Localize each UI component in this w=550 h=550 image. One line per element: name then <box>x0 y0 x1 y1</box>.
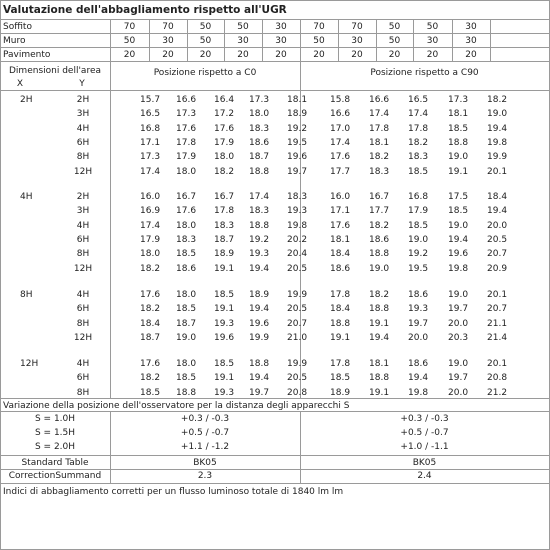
ugr-value-c0: 19.0 <box>176 333 197 344</box>
group-x-label: 8H <box>20 290 33 300</box>
row-y-label: 12H <box>73 166 93 177</box>
ugr-value-c90: 17.8 <box>330 359 351 369</box>
ugr-value-c90: 18.5 <box>408 220 429 231</box>
ugr-value-c90: 21.4 <box>487 333 508 344</box>
ugr-value-c0: 19.8 <box>287 220 308 231</box>
ugr-value-c90: 19.0 <box>448 220 469 231</box>
ugr-value-c0: 18.9 <box>249 290 270 300</box>
ugr-value-c90: 17.4 <box>369 109 390 120</box>
ugr-value-c0: 18.2 <box>140 304 161 315</box>
ugr-value-c90: 18.8 <box>369 373 390 384</box>
grid-line <box>0 90 549 91</box>
y-label: Y <box>79 79 85 89</box>
ugr-value-c90: 17.9 <box>408 206 429 217</box>
grid-line <box>0 455 549 456</box>
row-y-label: 12H <box>73 263 93 274</box>
ugr-value-c0: 18.6 <box>176 263 197 274</box>
row-y-label: 6H <box>76 373 90 384</box>
row-y-label: 2H <box>76 95 90 105</box>
ugr-value-c0: 17.6 <box>140 290 161 300</box>
ugr-value-c0: 17.2 <box>214 109 235 120</box>
ugr-value-c0: 17.3 <box>140 152 161 163</box>
ugr-value-c90: 16.6 <box>330 109 351 120</box>
row-y-label: 12H <box>73 333 93 344</box>
row-y-label: 6H <box>76 304 90 315</box>
ugr-value-c0: 19.2 <box>287 123 308 134</box>
ugr-value-c90: 18.4 <box>330 304 351 315</box>
ugr-value-c90: 19.1 <box>330 333 351 344</box>
ugr-value-c90: 17.4 <box>408 109 429 120</box>
ugr-value-c0: 19.1 <box>214 304 235 315</box>
ugr-value-c90: 20.0 <box>408 333 429 344</box>
ugr-value-c90: 18.1 <box>448 109 469 120</box>
ugr-value-c90: 16.6 <box>369 95 390 105</box>
ugr-value-c0: 16.4 <box>214 95 235 105</box>
ugr-value-c0: 15.7 <box>140 95 161 105</box>
ugr-value-c0: 18.0 <box>249 109 270 120</box>
group-x-label: 2H <box>20 95 33 105</box>
ugr-value-c90: 18.6 <box>408 290 429 300</box>
ugr-value-c90: 19.4 <box>369 333 390 344</box>
ugr-value-c90: 18.3 <box>408 152 429 163</box>
ugr-value-c90: 20.3 <box>448 333 469 344</box>
ugr-value-c0: 16.0 <box>140 192 161 202</box>
variation-c0-value: +0.3 / -0.3 <box>180 414 230 424</box>
ugr-value-c0: 18.9 <box>287 109 308 120</box>
ugr-value-c0: 18.0 <box>214 152 235 163</box>
ugr-value-c90: 17.6 <box>330 152 351 163</box>
ugr-value-c0: 17.4 <box>249 192 270 202</box>
ugr-value-c90: 18.8 <box>369 249 390 260</box>
ugr-value-c90: 20.0 <box>448 318 469 329</box>
ugr-value-c90: 19.1 <box>369 387 390 398</box>
ugr-value-c0: 18.0 <box>176 220 197 231</box>
ugr-value-c0: 18.8 <box>176 387 197 398</box>
ugr-value-c0: 19.7 <box>249 387 270 398</box>
ugr-value-c90: 18.2 <box>369 220 390 231</box>
ugr-value-c0: 20.8 <box>287 387 308 398</box>
reflectance-row-label: Muro <box>3 36 26 46</box>
correction-c90: 2.4 <box>417 471 432 481</box>
ugr-value-c0: 19.2 <box>249 235 270 246</box>
grid-line <box>0 47 549 48</box>
reflectance-value: 50 <box>388 22 401 32</box>
ugr-value-c0: 16.5 <box>140 109 161 120</box>
ugr-value-c0: 18.3 <box>249 123 270 134</box>
ugr-value-c0: 18.0 <box>176 290 197 300</box>
grid-line <box>490 19 491 61</box>
c90-position-label: Posizione rispetto a C90 <box>370 68 479 78</box>
ugr-value-c0: 19.1 <box>214 373 235 384</box>
ugr-value-c0: 21.0 <box>287 333 308 344</box>
variation-s-label: S = 1.5H <box>34 428 76 438</box>
ugr-value-c90: 20.8 <box>487 373 508 384</box>
variation-c90-value: +1.0 / -1.1 <box>400 442 449 452</box>
ugr-value-c90: 18.2 <box>408 138 429 149</box>
ugr-value-c0: 18.4 <box>140 318 161 329</box>
ugr-value-c0: 17.3 <box>249 95 270 105</box>
ugr-value-c90: 19.0 <box>487 109 508 120</box>
ugr-value-c90: 18.5 <box>448 123 469 134</box>
ugr-value-c0: 18.3 <box>214 220 235 231</box>
ugr-value-c90: 19.5 <box>408 263 429 274</box>
ugr-value-c90: 20.7 <box>487 249 508 260</box>
reflectance-row-label: Soffito <box>3 22 32 32</box>
row-y-label: 8H <box>76 249 90 260</box>
ugr-value-c0: 19.6 <box>287 152 308 163</box>
ugr-value-c0: 16.6 <box>176 95 197 105</box>
grid-line <box>0 411 549 412</box>
ugr-value-c0: 19.5 <box>287 138 308 149</box>
row-y-label: 4H <box>76 220 90 231</box>
reflectance-value: 50 <box>123 36 136 46</box>
ugr-value-c90: 19.1 <box>369 318 390 329</box>
ugr-value-c90: 20.1 <box>487 290 508 300</box>
ugr-value-c0: 20.5 <box>287 373 308 384</box>
ugr-value-c0: 19.3 <box>249 249 270 260</box>
ugr-value-c90: 18.5 <box>408 166 429 177</box>
ugr-value-c0: 17.4 <box>140 166 161 177</box>
ugr-value-c0: 18.7 <box>249 152 270 163</box>
reflectance-value: 20 <box>275 50 287 60</box>
ugr-value-c90: 18.2 <box>369 290 390 300</box>
ugr-value-c0: 20.4 <box>287 249 308 260</box>
ugr-value-c90: 19.8 <box>408 387 429 398</box>
ugr-value-c0: 17.6 <box>176 206 197 217</box>
reflectance-value: 20 <box>237 50 249 60</box>
grid-line <box>110 90 111 398</box>
ugr-value-c90: 20.1 <box>487 359 508 369</box>
reflectance-value: 70 <box>313 22 325 32</box>
table-title: Valutazione dell'abbagliamento rispetto all'UGR <box>3 4 287 16</box>
ugr-value-c0: 16.8 <box>140 123 161 134</box>
grid-line <box>0 61 549 62</box>
ugr-value-c0: 20.2 <box>287 235 308 246</box>
area-dimension-label: Dimensioni dell'area <box>9 66 101 76</box>
ugr-value-c90: 20.7 <box>487 304 508 315</box>
ugr-value-c90: 19.0 <box>369 263 390 274</box>
ugr-value-c90: 19.2 <box>408 249 429 260</box>
ugr-value-c0: 16.9 <box>140 206 161 217</box>
ugr-value-c0: 17.8 <box>176 138 197 149</box>
ugr-value-c90: 19.1 <box>448 166 469 177</box>
ugr-value-c0: 18.2 <box>140 373 161 384</box>
ugr-value-c0: 18.5 <box>140 387 161 398</box>
ugr-value-c90: 18.4 <box>487 192 508 202</box>
ugr-value-c0: 16.7 <box>214 192 235 202</box>
ugr-value-c90: 18.2 <box>369 152 390 163</box>
standard-table-label: Standard Table <box>21 458 89 468</box>
ugr-value-c0: 18.6 <box>249 138 270 149</box>
ugr-value-c90: 19.6 <box>448 249 469 260</box>
ugr-value-c0: 17.3 <box>176 109 197 120</box>
ugr-value-c90: 17.1 <box>330 206 351 217</box>
ugr-value-c90: 18.8 <box>330 318 351 329</box>
ugr-value-c90: 20.0 <box>487 220 508 231</box>
ugr-value-c90: 17.6 <box>330 220 351 231</box>
ugr-value-c0: 17.6 <box>214 123 235 134</box>
ugr-value-c0: 18.9 <box>214 249 235 260</box>
row-y-label: 8H <box>76 387 90 398</box>
ugr-value-c90: 15.8 <box>330 95 351 105</box>
ugr-value-c90: 19.4 <box>487 206 508 217</box>
ugr-value-c90: 19.4 <box>487 123 508 134</box>
ugr-value-c90: 18.6 <box>330 263 351 274</box>
ugr-value-c90: 19.0 <box>448 290 469 300</box>
row-y-label: 6H <box>76 138 90 149</box>
ugr-value-c90: 18.5 <box>448 206 469 217</box>
ugr-value-c90: 18.3 <box>369 166 390 177</box>
reflectance-value: 20 <box>388 50 401 60</box>
ugr-value-c0: 18.7 <box>176 318 197 329</box>
ugr-value-c90: 19.7 <box>408 318 429 329</box>
ugr-value-c90: 18.6 <box>408 359 429 369</box>
variation-c90-value: +0.3 / -0.3 <box>400 414 449 424</box>
ugr-value-c0: 17.4 <box>140 220 161 231</box>
ugr-value-c90: 18.1 <box>330 235 351 246</box>
reflectance-value: 70 <box>351 22 363 32</box>
ugr-value-c0: 18.5 <box>214 290 235 300</box>
ugr-value-c0: 17.6 <box>176 123 197 134</box>
ugr-value-c0: 18.7 <box>214 235 235 246</box>
ugr-value-c0: 17.1 <box>140 138 161 149</box>
ugr-value-c90: 19.8 <box>487 138 508 149</box>
ugr-value-c0: 18.8 <box>249 166 270 177</box>
ugr-value-c90: 20.5 <box>487 235 508 246</box>
ugr-value-c90: 21.2 <box>487 387 508 398</box>
ugr-value-c0: 17.9 <box>214 138 235 149</box>
ugr-value-c90: 17.5 <box>448 192 469 202</box>
correction-c0: 2.3 <box>197 471 213 481</box>
row-y-label: 4H <box>76 290 90 300</box>
ugr-value-c90: 19.3 <box>408 304 429 315</box>
reflectance-value: 30 <box>465 22 477 32</box>
ugr-value-c90: 19.4 <box>408 373 429 384</box>
row-y-label: 8H <box>76 152 90 163</box>
ugr-value-c0: 18.5 <box>176 373 197 384</box>
grid-line <box>0 483 549 484</box>
variation-c0-value: +1.1 / -1.2 <box>180 442 230 452</box>
ugr-value-c90: 18.4 <box>330 249 351 260</box>
ugr-value-c0: 17.8 <box>214 206 235 217</box>
reflectance-value: 50 <box>199 22 212 32</box>
ugr-value-c0: 19.4 <box>249 373 270 384</box>
ugr-value-c0: 18.5 <box>176 249 197 260</box>
ugr-value-c90: 20.1 <box>487 166 508 177</box>
ugr-value-c90: 17.8 <box>369 123 390 134</box>
reflectance-value: 30 <box>275 22 287 32</box>
reflectance-value: 20 <box>465 50 477 60</box>
ugr-value-c90: 19.7 <box>448 373 469 384</box>
ugr-value-c0: 18.3 <box>287 192 308 202</box>
ugr-value-c0: 17.9 <box>176 152 197 163</box>
correction-label: CorrectionSummand <box>8 471 102 481</box>
grid-line <box>0 19 549 20</box>
ugr-value-c90: 16.0 <box>330 192 351 202</box>
ugr-value-c0: 18.7 <box>140 333 161 344</box>
ugr-value-c90: 17.7 <box>369 206 390 217</box>
row-y-label: 8H <box>76 318 90 329</box>
ugr-value-c0: 18.8 <box>249 220 270 231</box>
standard-table-c90: BK05 <box>412 458 437 468</box>
reflectance-value: 50 <box>426 22 439 32</box>
ugr-value-c0: 19.6 <box>249 318 270 329</box>
ugr-value-c0: 20.5 <box>287 263 308 274</box>
reflectance-value: 30 <box>426 36 439 46</box>
ugr-value-c90: 18.8 <box>448 138 469 149</box>
ugr-value-c0: 19.1 <box>214 263 235 274</box>
ugr-value-c0: 19.4 <box>249 304 270 315</box>
ugr-value-c90: 16.7 <box>369 192 390 202</box>
ugr-value-c90: 20.9 <box>487 263 508 274</box>
ugr-value-c0: 18.0 <box>140 249 161 260</box>
ugr-value-c90: 19.0 <box>408 235 429 246</box>
ugr-value-c0: 17.9 <box>140 235 161 246</box>
reflectance-value: 20 <box>123 50 136 60</box>
ugr-value-c90: 19.7 <box>448 304 469 315</box>
ugr-value-c0: 19.4 <box>249 263 270 274</box>
ugr-value-c0: 19.9 <box>287 359 308 369</box>
ugr-value-c90: 17.4 <box>330 138 351 149</box>
ugr-value-c0: 18.2 <box>140 263 161 274</box>
ugr-value-c0: 17.6 <box>140 359 161 369</box>
reflectance-value: 20 <box>426 50 439 60</box>
ugr-value-c0: 19.9 <box>287 290 308 300</box>
reflectance-value: 30 <box>465 36 477 46</box>
ugr-value-c0: 19.3 <box>214 318 235 329</box>
ugr-value-c0: 18.8 <box>249 359 270 369</box>
ugr-value-c90: 16.8 <box>408 192 429 202</box>
reflectance-value: 30 <box>351 36 363 46</box>
ugr-value-c90: 19.9 <box>487 152 508 163</box>
ugr-value-c90: 18.1 <box>369 359 390 369</box>
reflectance-value: 20 <box>313 50 325 60</box>
variation-c90-value: +0.5 / -0.7 <box>400 428 449 438</box>
ugr-value-c0: 16.7 <box>176 192 197 202</box>
ugr-value-c0: 18.0 <box>176 166 197 177</box>
reflectance-value: 30 <box>162 36 174 46</box>
reflectance-value: 20 <box>162 50 174 60</box>
ugr-value-c90: 19.4 <box>448 235 469 246</box>
ugr-value-c90: 20.0 <box>448 387 469 398</box>
variation-s-label: S = 1.0H <box>34 414 76 424</box>
row-y-label: 3H <box>76 109 90 120</box>
ugr-value-c90: 17.3 <box>448 95 469 105</box>
ugr-value-c0: 18.5 <box>214 359 235 369</box>
variation-label: Variazione della posizione dell'osservatore per la distanza degli apparecchi S <box>3 401 350 411</box>
ugr-value-c90: 17.7 <box>330 166 351 177</box>
ugr-value-c0: 20.5 <box>287 304 308 315</box>
ugr-value-c90: 18.8 <box>369 304 390 315</box>
row-y-label: 4H <box>76 123 90 134</box>
reflectance-value: 50 <box>237 22 249 32</box>
ugr-value-c90: 18.6 <box>369 235 390 246</box>
ugr-value-c90: 21.1 <box>487 318 508 329</box>
ugr-value-c0: 18.2 <box>214 166 235 177</box>
row-y-label: 6H <box>76 235 90 246</box>
reflectance-value: 30 <box>275 36 287 46</box>
ugr-value-c0: 19.9 <box>249 333 270 344</box>
reflectance-value: 50 <box>199 36 212 46</box>
ugr-value-c90: 19.0 <box>448 359 469 369</box>
x-label: X <box>16 79 24 89</box>
reflectance-value: 70 <box>162 22 174 32</box>
ugr-value-c90: 17.0 <box>330 123 351 134</box>
reflectance-value: 20 <box>199 50 212 60</box>
ugr-value-c0: 19.3 <box>287 206 308 217</box>
reflectance-value: 20 <box>351 50 363 60</box>
ugr-value-c0: 19.3 <box>214 387 235 398</box>
ugr-value-c90: 18.9 <box>330 387 351 398</box>
ugr-value-c90: 18.2 <box>487 95 508 105</box>
grid-line <box>0 33 549 34</box>
ugr-value-c0: 18.3 <box>249 206 270 217</box>
ugr-value-c0: 18.5 <box>176 304 197 315</box>
footer-note: Indici di abbagliamento corretti per un flusso luminoso totale di 1840 lm lm <box>3 487 344 497</box>
row-y-label: 4H <box>76 359 90 369</box>
reflectance-value: 70 <box>123 22 136 32</box>
reflectance-value: 50 <box>388 36 401 46</box>
ugr-value-c90: 17.8 <box>330 290 351 300</box>
grid-line <box>0 398 549 399</box>
row-y-label: 2H <box>76 192 90 202</box>
reflectance-row-label: Pavimento <box>3 50 51 60</box>
c0-position-label: Posizione rispetto a C0 <box>153 68 257 78</box>
ugr-value-c0: 19.6 <box>214 333 235 344</box>
ugr-value-c90: 18.5 <box>330 373 351 384</box>
ugr-value-c0: 18.1 <box>287 95 308 105</box>
ugr-value-c0: 18.0 <box>176 359 197 369</box>
reflectance-value: 50 <box>313 36 325 46</box>
ugr-value-c90: 17.8 <box>408 123 429 134</box>
reflectance-value: 30 <box>237 36 249 46</box>
group-x-label: 4H <box>20 192 33 202</box>
ugr-value-c0: 20.7 <box>287 318 308 329</box>
ugr-value-c0: 19.7 <box>287 166 308 177</box>
variation-s-label: S = 2.0H <box>34 442 76 452</box>
variation-c0-value: +0.5 / -0.7 <box>180 428 230 438</box>
ugr-value-c90: 19.8 <box>448 263 469 274</box>
ugr-value-c90: 16.5 <box>408 95 429 105</box>
ugr-value-c90: 19.0 <box>448 152 469 163</box>
row-y-label: 3H <box>76 206 90 217</box>
group-x-label: 12H <box>20 359 39 369</box>
standard-table-c0: BK05 <box>193 458 217 468</box>
ugr-value-c0: 18.3 <box>176 235 197 246</box>
ugr-value-c90: 18.1 <box>369 138 390 149</box>
